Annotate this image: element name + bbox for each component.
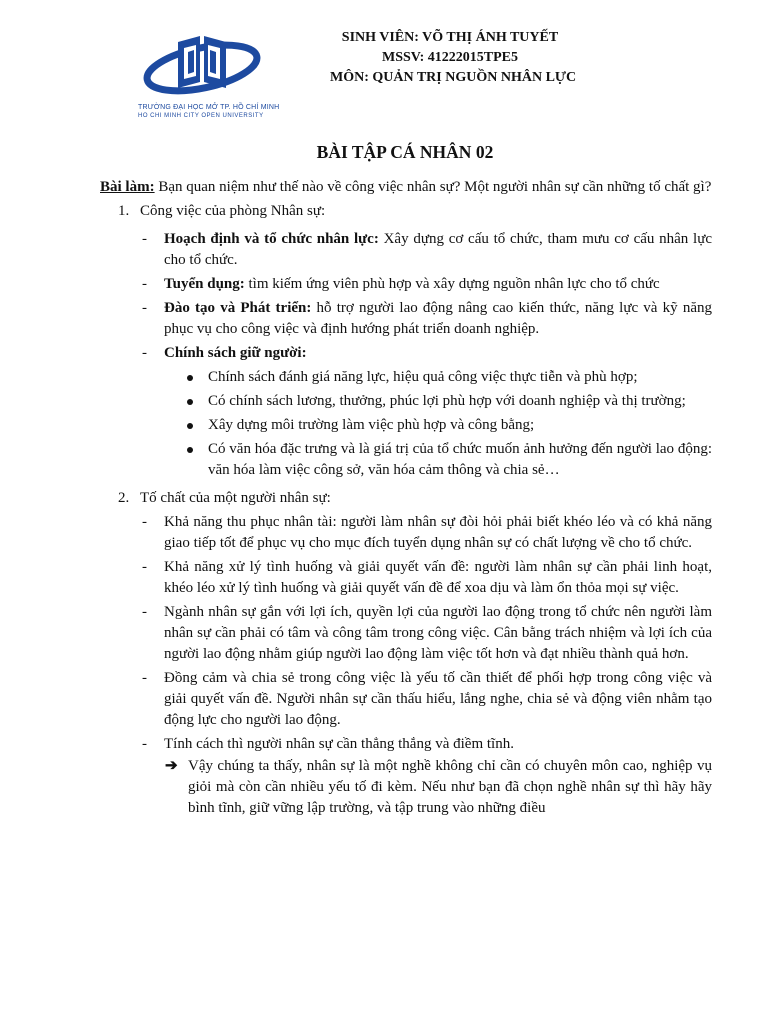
bullet-dot-icon <box>187 375 193 381</box>
list-item <box>82 229 712 271</box>
bullet-text: Chính sách đánh giá năng lực, hiệu quả công việc thực tiễn và phù hợp; <box>208 369 638 385</box>
conclusion-text: Vậy chúng ta thấy, nhân sự là một nghề không chỉ cần có chuyên môn cao, nghiệp vụ giỏi mà còn cần nhiều yếu tố đi kèm. Nếu như bạn đã chọn nghề nhân sự thì hãy hãy bình tĩnh, giữ vững lập trường, và tập trung vào những điều <box>188 758 712 816</box>
item-text: Đồng cảm và chia sẻ trong công việc là yếu tố cần thiết để phối hợp trong công việc và giải quyết vấn đề. Người nhân sự cần thấu hiểu, lắng nghe, chia sẻ và động viên nhằm tạo động lực cho người lao động. <box>164 670 712 728</box>
section-number: 1. <box>118 203 130 219</box>
list-item <box>82 512 712 554</box>
list-item <box>82 557 712 599</box>
header-info <box>330 28 577 88</box>
book-logo-icon <box>130 24 280 104</box>
document-title: BÀI TẬP CÁ NHÂN 02 <box>316 142 494 162</box>
bullet-item <box>82 391 712 412</box>
dash-marker: - <box>142 604 147 620</box>
dash-marker: - <box>142 300 147 316</box>
section-heading-text: Công việc của phòng Nhân sự: <box>140 203 326 219</box>
intro-text: Bạn quan niệm như thế nào về công việc nhân sự? Một người nhân sự cần những tố chất gì? <box>154 179 712 195</box>
list-item <box>82 274 712 295</box>
university-name-vi: TRƯỜNG ĐẠI HỌC MỞ TP. HỒ CHÍ MINH <box>138 104 280 111</box>
university-name-en: HO CHI MINH CITY OPEN UNIVERSITY <box>138 113 264 119</box>
dash-marker: - <box>142 736 147 752</box>
bullet-text: Có chính sách lương, thưởng, phúc lợi phù hợp với doanh nghiệp và thị trường; <box>208 393 686 409</box>
item-text: tìm kiếm ứng viên phù hợp và xây dựng nguồn nhân lực cho tổ chức <box>244 276 660 292</box>
item-text: hỗ trợ người lao động nâng cao kiến thức, năng lực và kỹ năng phục vụ cho công việc và định hướng phát triển doanh nghiệp. <box>164 300 712 337</box>
bullet-dot-icon <box>187 423 193 429</box>
section-number: 2. <box>118 490 130 506</box>
bullet-item <box>82 439 712 481</box>
item-text: Tính cách thì người nhân sự cần thẳng thắng và điềm tĩnh. <box>164 736 514 752</box>
subject-name: MÔN: QUẢN TRỊ NGUỒN NHÂN LỰC <box>330 70 577 85</box>
item-label: Chính sách giữ người: <box>164 345 307 361</box>
section-2-heading <box>82 488 712 509</box>
bullet-item <box>82 415 712 436</box>
section-heading-text: Tố chất của một người nhân sự: <box>140 490 331 506</box>
dash-marker: - <box>142 559 147 575</box>
bullet-text: Xây dựng môi trường làm việc phù hợp và công bằng; <box>208 417 535 433</box>
item-text: Xây dựng cơ cấu tổ chức, tham mưu cơ cấu nhân lực cho tổ chức. <box>164 231 712 268</box>
list-item <box>82 602 712 665</box>
bullet-dot-icon <box>187 399 193 405</box>
dash-marker: - <box>142 276 147 292</box>
intro-paragraph <box>82 177 712 198</box>
bullet-text: Có văn hóa đặc trưng và là giá trị của tổ chức muốn ảnh hưởng đến người lao động: văn hóa làm việc công sở, văn hóa cảm thông và chia sẻ… <box>208 441 712 478</box>
item-label: Tuyển dụng: <box>164 276 245 292</box>
item-label: Hoạch định và tổ chức nhân lực: <box>164 231 379 247</box>
bullet-item <box>82 367 712 388</box>
item-text: Khả năng thu phục nhân tài: người làm nhân sự đòi hỏi phải biết khéo léo và có khả năng giao tiếp tốt để phục vụ cho mục đích tuyển dụng nhân sự có chất lượng về cho tổ chức. <box>164 514 712 551</box>
dash-marker: - <box>142 231 147 247</box>
item-text: Khả năng xử lý tình huống và giải quyết vấn đề: người làm nhân sự cần phải linh hoạt, khéo léo xử lý tình huống và giải quyết vấn đề để xoa dịu và làm ổn thỏa mọi sự việc. <box>164 559 712 596</box>
document-body <box>82 177 712 819</box>
bullet-dot-icon <box>187 447 193 453</box>
dash-marker: - <box>142 345 147 361</box>
list-item <box>82 343 712 364</box>
arrow-right-icon: ➔ <box>165 758 178 774</box>
student-id: MSSV: 41222015TPE5 <box>381 50 518 65</box>
conclusion-item <box>82 756 712 819</box>
student-name: SINH VIÊN: VÕ THỊ ÁNH TUYẾT <box>341 30 559 45</box>
item-text: Ngành nhân sự gắn với lợi ích, quyền lợi của người lao động trong tổ chức nên người làm nhân sự cần phải có tâm và công tâm trong công việc. Cân bằng trách nhiệm và lợi ích của người lao động nhằm giúp người lao động làm việc tốt hơn và đạt nhiều thành quả hơn. <box>164 604 712 662</box>
intro-label: Bài làm: <box>100 179 155 195</box>
section-1-heading <box>82 201 712 222</box>
list-item <box>82 734 712 755</box>
item-label: Đào tạo và Phát triển: <box>164 300 312 316</box>
dash-marker: - <box>142 670 147 686</box>
list-item <box>82 298 712 340</box>
list-item <box>82 668 712 731</box>
dash-marker: - <box>142 514 147 530</box>
